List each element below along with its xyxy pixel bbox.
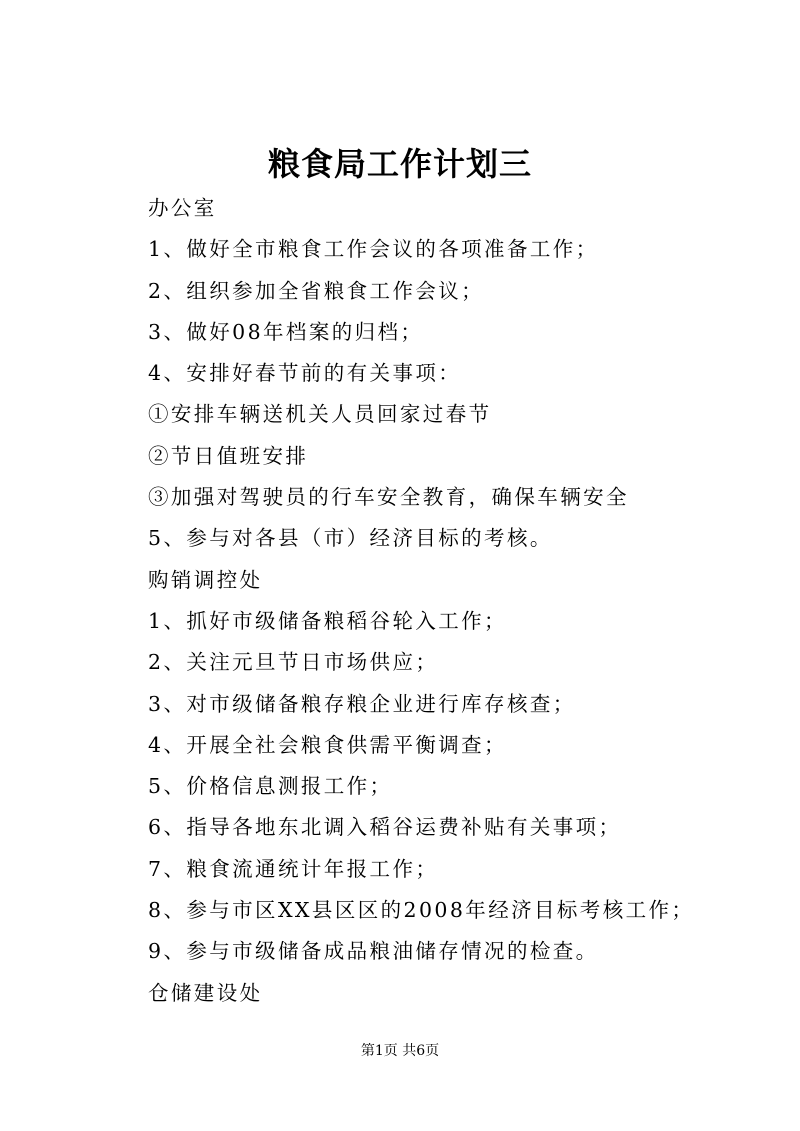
purchase-sales-item-1: 1、抓好市级储备粮稻谷轮入工作；: [148, 608, 507, 633]
purchase-sales-item-6: 6、指导各地东北调入稻谷运费补贴有关事项；: [148, 815, 622, 840]
office-item-3: 3、做好08年档案的归档；: [148, 319, 424, 344]
purchase-sales-item-7: 7、粮食流通统计年报工作；: [148, 856, 439, 881]
office-item-2: 2、组织参加全省粮食工作会议；: [148, 278, 485, 303]
section-heading-storage-construction: 仓储建设处: [148, 980, 263, 1005]
purchase-sales-item-5: 5、价格信息测报工作；: [148, 774, 393, 799]
purchase-sales-item-8: 8、参与市区XX县区区的2008年经济目标考核工作；: [148, 898, 695, 923]
office-item-4-sub-1: ①安排车辆送机关人员回家过春节: [148, 402, 492, 427]
office-item-1: 1、做好全市粮食工作会议的各项准备工作；: [148, 237, 599, 262]
purchase-sales-item-9: 9、参与市级储备成品粮油储存情况的检查。: [148, 939, 599, 964]
office-item-4: 4、安排好春节前的有关事项：: [148, 361, 462, 386]
purchase-sales-item-3: 3、对市级储备粮存粮企业进行库存核查；: [148, 691, 576, 716]
purchase-sales-item-2: 2、关注元旦节日市场供应；: [148, 650, 439, 675]
document-body: [148, 188, 768, 1014]
page-footer: 第1页 共6页: [360, 1043, 440, 1059]
office-item-5: 5、参与对各县（市）经济目标的考核。: [148, 526, 553, 551]
section-heading-office: 办公室: [148, 196, 217, 220]
office-item-4-sub-2: ②节日值班安排: [148, 443, 309, 468]
document-title: 粮食局工作计划三: [267, 145, 532, 183]
office-item-4-sub-3: ③加强对驾驶员的行车安全教育，确保车辆安全: [148, 485, 629, 510]
section-heading-purchase-sales: 购销调控处: [148, 567, 263, 592]
purchase-sales-item-4: 4、开展全社会粮食供需平衡调查；: [148, 732, 507, 757]
